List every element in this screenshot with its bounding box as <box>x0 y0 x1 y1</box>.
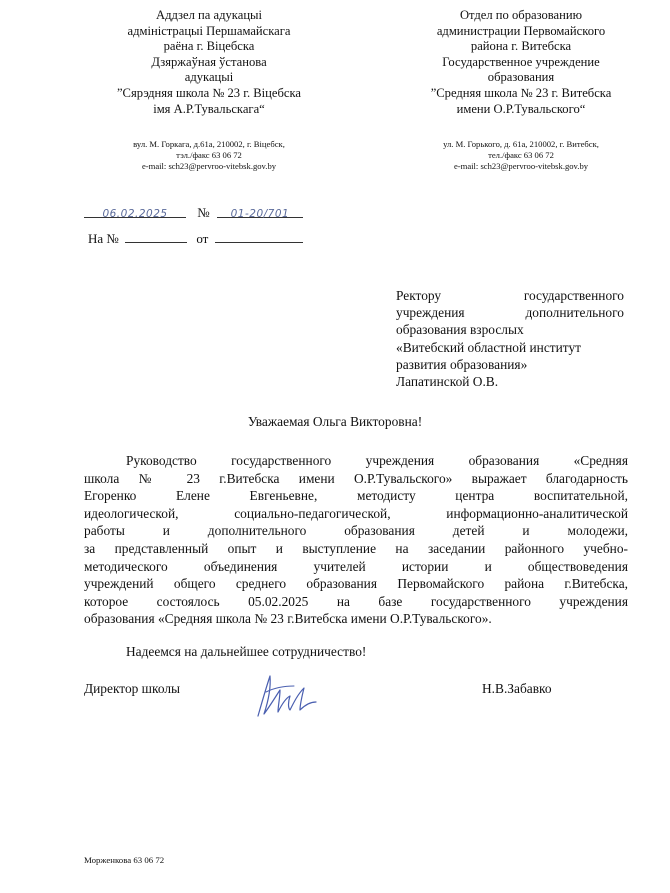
header-right-line: ”Средняя школа № 23 г. Витебска <box>430 85 612 100</box>
body-line: которое состоялось 05.02.2025 на базе государственного учреждения <box>84 593 628 609</box>
outgoing-number-field <box>217 205 303 218</box>
addressee-line: учреждения дополнительного <box>396 305 624 321</box>
header-left-phone: тэл./факс 63 06 72 <box>176 150 242 161</box>
addressee-line: развития образования» <box>396 356 528 372</box>
addressee-line: «Витебский областной институт <box>396 339 582 355</box>
outgoing-number: 01-20/701 <box>230 208 290 220</box>
body-line: работы и дополнительного образования детей и молодежи, <box>84 523 628 539</box>
header-left-contacts <box>84 139 334 172</box>
header-left-line: раёна г. Віцебска <box>163 39 255 54</box>
ref-number-blank <box>125 230 187 243</box>
header-right-address: ул. М. Горького, д. 61а, 210002, г. Витебск, <box>443 139 599 150</box>
body-line: образования «Средняя школа № 23 г.Витебска имени О.Р.Тувальского». <box>84 611 492 627</box>
body-line: школа № 23 г.Витебска имени О.Р.Тувальского» выражает благодарность <box>84 470 628 486</box>
addressee-block <box>396 287 624 390</box>
outgoing-registration <box>84 205 303 221</box>
number-sign: № <box>197 205 210 220</box>
header-left-line: адукацыі <box>184 70 234 85</box>
body-line: учреждений общего среднего образования Первомайского района г.Витебска, <box>84 576 628 592</box>
header-right-line: района г. Витебска <box>470 39 572 54</box>
header-left-email: e-mail: sch23@pervroo-vitebsk.gov.by <box>141 161 277 172</box>
ref-number-label: На № <box>88 231 119 246</box>
body-line: Егоренко Елене Евгеньевне, методисту центра воспитательной, <box>84 488 628 504</box>
header-left-line: ”Сярэдняя школа № 23 г. Віцебска <box>116 85 302 100</box>
header-left <box>84 8 334 172</box>
header-left-address: вул. М. Горкага, д.61а, 210002, г. Віцебск, <box>133 139 285 150</box>
outgoing-date: 06.02.2025 <box>102 208 168 220</box>
body-line: идеологической, социально-педагогической, информационно-аналитической <box>84 505 628 521</box>
header-right-line: имени О.Р.Тувальского“ <box>456 101 586 116</box>
header-right-line: Отдел по образованию <box>459 8 583 22</box>
header-left-line: адміністрацыі Першамайскага <box>127 23 291 38</box>
body-line: методического объединения учителей истории и обществоведения <box>84 558 628 574</box>
incoming-reference <box>88 230 303 247</box>
addressee-line: образования взрослых <box>396 322 524 338</box>
header-right <box>396 8 646 172</box>
addressee-name: Лапатинской О.В. <box>396 374 499 390</box>
body-line: за представленный опыт и выступление на заседании районного учебно- <box>84 540 628 556</box>
director-title: Директор школы <box>84 681 181 696</box>
ref-date-blank <box>215 230 303 243</box>
header-right-line: Государственное учреждение <box>442 54 600 69</box>
letter-body <box>84 452 628 628</box>
ref-from-label: от <box>196 231 209 246</box>
signature-image <box>244 666 324 731</box>
header-right-line: образования <box>487 70 555 85</box>
closing-line: Надеемся на дальнейшее сотрудничество! <box>126 644 367 659</box>
header-left-line: Дзяржаўная ўстанова <box>151 54 267 69</box>
salutation: Уважаемая Ольга Викторовна! <box>247 414 423 429</box>
header-right-email: e-mail: sch23@pervroo-vitebsk.gov.by <box>453 161 589 172</box>
executor-contact: Морженкова 63 06 72 <box>84 855 165 865</box>
addressee-line: Ректору государственного <box>396 288 624 303</box>
outgoing-date-field <box>84 205 186 218</box>
header-left-line: імя А.Р.Тувальскага“ <box>153 101 265 116</box>
body-line: Руководство государственного учреждения образования «Средняя <box>126 453 628 468</box>
header-left-line: Аддзел па адукацыі <box>155 8 263 22</box>
header-right-contacts <box>396 139 646 172</box>
header-right-line: администрации Первомайского <box>436 23 606 38</box>
director-name: Н.В.Забавко <box>482 681 552 696</box>
header-right-phone: тел./факс 63 06 72 <box>488 150 554 161</box>
